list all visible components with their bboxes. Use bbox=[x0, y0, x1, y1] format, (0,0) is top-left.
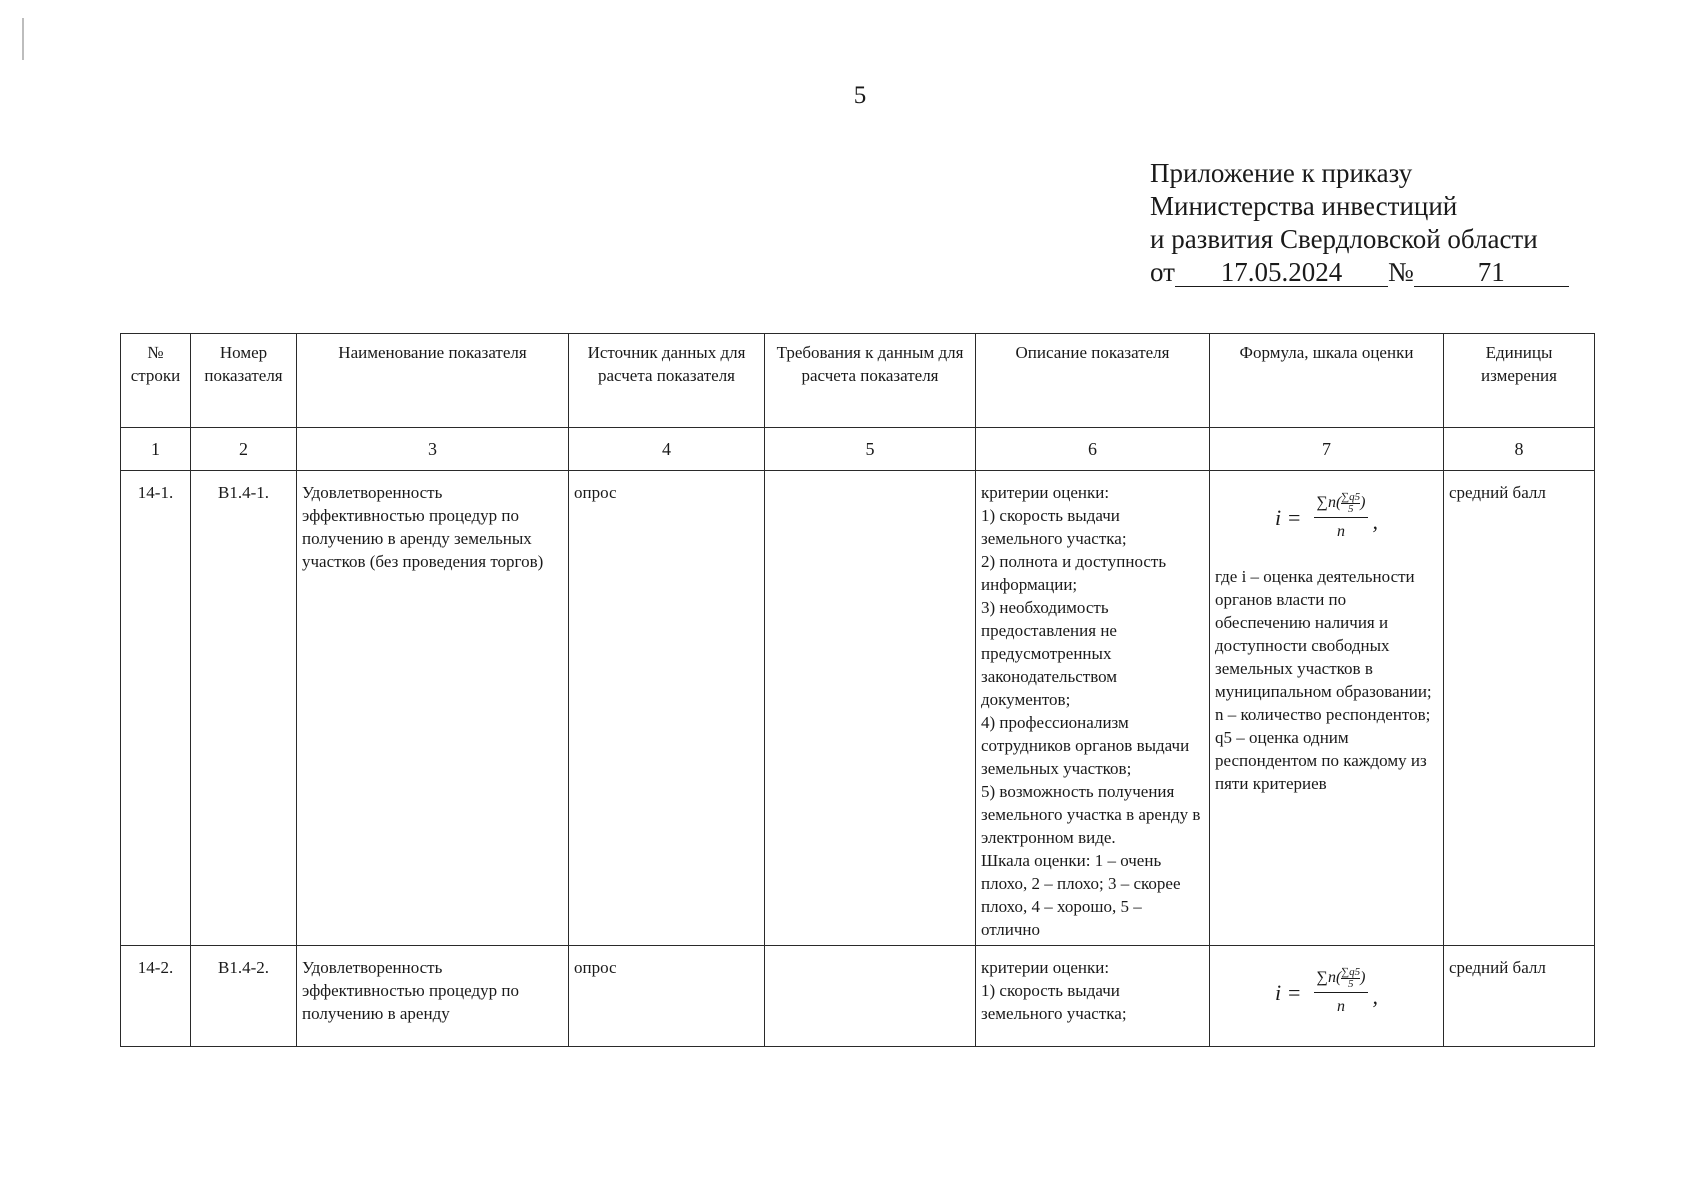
data-requirements bbox=[765, 471, 976, 946]
scan-edge-mark bbox=[22, 18, 24, 60]
row-number: 14-1. bbox=[121, 471, 191, 946]
number-prefix: № bbox=[1387, 257, 1414, 287]
formula-fraction: ∑n( $\frac{\sum q5}{5}$ ) n bbox=[1314, 491, 1369, 543]
formula-note: где i – оценка деятельности органов власти по обеспечению наличия и доступности свободных земельных участков в муниципальном образовании; n – количество респондентов; q5 – оценка одним респондентом по каждому из пяти критериев bbox=[1215, 567, 1432, 793]
formula: i = ∑n( $\frac{\sum q5}{5}$ ) n , bbox=[1215, 481, 1438, 553]
formula-cell bbox=[1210, 471, 1444, 946]
header-formula: Формула, шкала оценки bbox=[1210, 334, 1444, 428]
appendix-order-line bbox=[1150, 256, 1569, 289]
units: средний балл bbox=[1444, 471, 1595, 946]
data-source: опрос bbox=[569, 946, 765, 1047]
table-row bbox=[121, 946, 1595, 1047]
column-number-row bbox=[121, 428, 1595, 471]
formula-lhs: i = bbox=[1275, 504, 1302, 530]
units: средний балл bbox=[1444, 946, 1595, 1047]
table-header-row bbox=[121, 334, 1595, 428]
indicator-name: Удовлетворенность эффективностью процедур по получению в аренду bbox=[297, 946, 569, 1047]
formula-cell bbox=[1210, 946, 1444, 1047]
column-number: 4 bbox=[569, 428, 765, 471]
data-requirements bbox=[765, 946, 976, 1047]
appendix-line-3: и развития Свердловской области bbox=[1150, 224, 1538, 254]
column-number: 1 bbox=[121, 428, 191, 471]
indicator-name: Удовлетворенность эффективностью процедур по получению в аренду земельных участков (без проведения торгов) bbox=[297, 471, 569, 946]
header-indicator-name: Наименование показателя bbox=[297, 334, 569, 428]
column-number: 7 bbox=[1210, 428, 1444, 471]
row-number: 14-2. bbox=[121, 946, 191, 1047]
header-units: Единицы измерения bbox=[1444, 334, 1595, 428]
column-number: 6 bbox=[976, 428, 1210, 471]
formula: i = ∑n( $\frac{\sum q5}{5}$ ) n , bbox=[1215, 956, 1438, 1028]
indicator-description: критерии оценки: 1) скорость выдачи земельного участка; 2) полнота и доступность информации; 3) необходимость предоставления не предусмотренных законодательством документов; 4) профессионализм сотрудников органов выдачи земельных участков; 5) возможность получения земельного участка в аренду в электронном виде. Шкала оценки: 1 – очень плохо, 2 – плохо; 3 – скорее плохо, 4 – хорошо, 5 – отлично bbox=[976, 471, 1210, 946]
header-data-source: Источник данных для расчета показателя bbox=[569, 334, 765, 428]
header-description: Описание показателя bbox=[976, 334, 1210, 428]
data-source: опрос bbox=[569, 471, 765, 946]
appendix-line-2: Министерства инвестиций bbox=[1150, 191, 1458, 221]
indicator-number: B1.4-1. bbox=[191, 471, 297, 946]
table-row bbox=[121, 471, 1595, 946]
appendix-header bbox=[1150, 157, 1569, 289]
order-number: 71 bbox=[1414, 258, 1569, 287]
formula-lhs: i = bbox=[1275, 979, 1302, 1005]
order-date: 17.05.2024 bbox=[1175, 258, 1388, 287]
header-indicator-number: Номер показателя bbox=[191, 334, 297, 428]
column-number: 2 bbox=[191, 428, 297, 471]
indicator-number: B1.4-2. bbox=[191, 946, 297, 1047]
column-number: 5 bbox=[765, 428, 976, 471]
formula-fraction: ∑n( $\frac{\sum q5}{5}$ ) n bbox=[1314, 966, 1369, 1018]
column-number: 8 bbox=[1444, 428, 1595, 471]
header-row-number: № строки bbox=[121, 334, 191, 428]
indicators-table bbox=[120, 333, 1595, 1047]
page-number: 5 bbox=[853, 82, 867, 109]
header-data-requirements: Требования к данным для расчета показателя bbox=[765, 334, 976, 428]
appendix-line-1: Приложение к приказу bbox=[1150, 158, 1413, 188]
indicator-description: критерии оценки: 1) скорость выдачи земельного участка; bbox=[976, 946, 1210, 1047]
column-number: 3 bbox=[297, 428, 569, 471]
date-prefix: от bbox=[1150, 257, 1175, 287]
